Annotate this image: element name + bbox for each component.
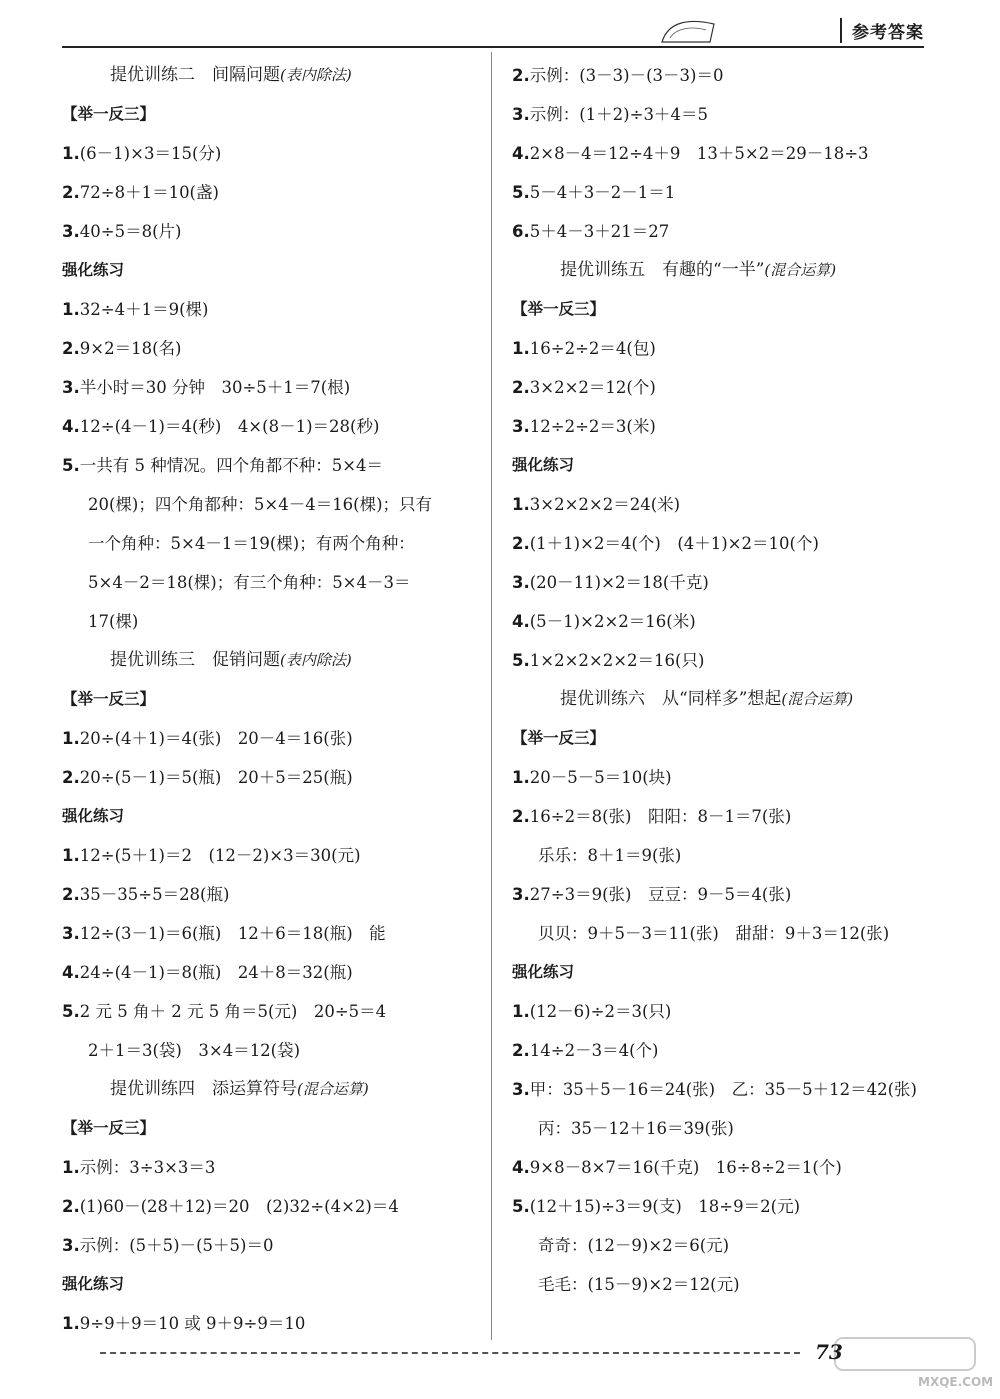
- item-number: 2.: [62, 768, 80, 787]
- answer-item: [62, 329, 482, 368]
- answer-item: [512, 1031, 932, 1070]
- section-title-text: 提优训练三 促销问题: [110, 650, 280, 670]
- item-text: (1)60－(28＋12)＝20 (2)32÷(4×2)＝4: [79, 1197, 399, 1216]
- item-number: 4.: [512, 144, 530, 163]
- item-text: 5－4＋3－2－1＝1: [529, 183, 676, 202]
- item-number: 3.: [512, 885, 530, 904]
- answer-item: [512, 134, 932, 173]
- item-number: 5.: [62, 1002, 80, 1021]
- answer-item: [512, 797, 932, 836]
- section-subtitle: (表内除法): [280, 651, 352, 669]
- header-rule: [62, 46, 924, 48]
- section-subtitle: (混合运算): [781, 690, 854, 708]
- subsection-heading: 强化练习: [512, 963, 575, 981]
- answer-item: [62, 1304, 482, 1343]
- item-number: 5.: [512, 651, 530, 670]
- answer-item: [62, 1148, 482, 1187]
- item-number: 1.: [512, 495, 530, 514]
- item-number: 1.: [62, 144, 80, 163]
- item-text: (12＋15)÷3＝9(支) 18÷9＝2(元): [529, 1197, 801, 1216]
- watermark-logo: [825, 1330, 985, 1375]
- item-number: 4.: [512, 612, 530, 631]
- answer-continuation: 奇奇：(12－9)×2＝6(元): [538, 1236, 730, 1255]
- item-number: 1.: [512, 1002, 530, 1021]
- item-number: 2.: [512, 534, 530, 553]
- section-title-text: 提优训练六 从“同样多”想起: [560, 689, 782, 709]
- subsection-heading: 【举一反三】: [62, 690, 156, 708]
- answer-item: [62, 290, 482, 329]
- subsection-heading: 【举一反三】: [512, 729, 606, 747]
- item-number: 5.: [512, 1197, 530, 1216]
- item-text: (5－1)×2×2＝16(米): [529, 612, 696, 631]
- right-column: [512, 56, 932, 1304]
- item-text: 2 元 5 角＋ 2 元 5 角＝5(元) 20÷5＝4: [79, 1002, 387, 1021]
- item-text: 16÷2÷2＝4(包): [529, 339, 656, 358]
- item-number: 4.: [62, 963, 80, 982]
- section-title: [62, 1070, 482, 1109]
- answer-item: [512, 407, 932, 446]
- section-subtitle: (表内除法): [280, 66, 352, 84]
- item-number: 1.: [512, 768, 530, 787]
- answer-item: [512, 563, 932, 602]
- subsection-heading: 强化练习: [62, 261, 125, 279]
- item-number: 1.: [512, 339, 530, 358]
- section-title: [512, 251, 932, 290]
- answer-item: [512, 329, 932, 368]
- answer-continuation: 17(棵): [88, 612, 139, 631]
- answer-item: [62, 953, 482, 992]
- item-number: 2.: [512, 1041, 530, 1060]
- section-subtitle: (混合运算): [764, 261, 837, 279]
- item-text: 27÷3＝9(张) 豆豆：9－5＝4(张): [529, 885, 792, 904]
- section-title-text: 提优训练四 添运算符号: [110, 1079, 297, 1099]
- item-text: 5＋4－3＋21＝27: [529, 222, 670, 241]
- answer-item: [512, 56, 932, 95]
- item-text: (12－6)÷2＝3(只): [529, 1002, 672, 1021]
- item-number: 6.: [512, 222, 530, 241]
- subsection-heading: 【举一反三】: [62, 105, 156, 123]
- answer-continuation: 丙：35－12＋16＝39(张): [538, 1119, 734, 1138]
- answer-item: [512, 368, 932, 407]
- answer-item: [62, 407, 482, 446]
- answer-continuation: 贝贝：9＋5－3＝11(张) 甜甜：9＋3＝12(张): [538, 924, 890, 943]
- item-text: 半小时＝30 分钟 30÷5＋1＝7(根): [79, 378, 351, 397]
- section-title: [512, 680, 932, 719]
- item-number: 1.: [62, 846, 80, 865]
- subsection-heading: 【举一反三】: [512, 300, 606, 318]
- answer-item: [62, 134, 482, 173]
- section-title-text: 提优训练二 间隔问题: [110, 65, 280, 85]
- answer-item: [62, 173, 482, 212]
- item-text: 24÷(4－1)＝8(瓶) 24＋8＝32(瓶): [79, 963, 353, 982]
- answer-item: [512, 173, 932, 212]
- item-text: 20÷(5－1)＝5(瓶) 20＋5＝25(瓶): [79, 768, 353, 787]
- section-title: [62, 56, 482, 95]
- item-text: 2×8－4＝12÷4＋9 13＋5×2＝29－18÷3: [529, 144, 869, 163]
- answer-continuation: 一个角种：5×4－1＝19(棵)；有两个角种：: [88, 534, 415, 553]
- item-text: 甲：35＋5－16＝24(张) 乙：35－5＋12＝42(张): [529, 1080, 917, 1099]
- answer-item: [512, 1070, 932, 1109]
- item-text: 12÷2÷2＝3(米): [529, 417, 656, 436]
- answer-item: [512, 602, 932, 641]
- answer-item: [512, 758, 932, 797]
- item-text: 20÷(4＋1)＝4(张) 20－4＝16(张): [79, 729, 353, 748]
- item-number: 3.: [62, 378, 80, 397]
- item-text: 9÷9＋9＝10 或 9＋9÷9＝10: [79, 1314, 306, 1333]
- item-text: 12÷(5＋1)＝2 (12－2)×3＝30(元): [79, 846, 361, 865]
- answer-item: [512, 641, 932, 680]
- item-number: 3.: [512, 417, 530, 436]
- answer-item: [512, 1187, 932, 1226]
- answer-item: [512, 992, 932, 1031]
- answer-continuation: 2＋1＝3(袋) 3×4＝12(袋): [88, 1041, 301, 1060]
- subsection-heading: 强化练习: [62, 1275, 125, 1293]
- left-column: [62, 56, 482, 1343]
- item-number: 2.: [62, 1197, 80, 1216]
- item-number: 2.: [62, 183, 80, 202]
- answer-item: [62, 914, 482, 953]
- item-text: 9×8－8×7＝16(千克) 16÷8÷2＝1(个): [529, 1158, 842, 1177]
- item-text: 示例：(3－3)－(3－3)＝0: [529, 66, 724, 85]
- section-subtitle: (混合运算): [297, 1080, 369, 1098]
- subsection-heading: 强化练习: [512, 456, 575, 474]
- item-number: 3.: [62, 222, 80, 241]
- item-text: 9×2＝18(名): [79, 339, 182, 358]
- page-number: 73: [815, 1340, 843, 1364]
- item-text: 示例：(1＋2)÷3＋4＝5: [529, 105, 708, 124]
- item-number: 3.: [62, 1236, 80, 1255]
- item-number: 1.: [62, 1158, 80, 1177]
- item-number: 5.: [62, 456, 80, 475]
- answer-item: [512, 485, 932, 524]
- item-number: 1.: [62, 300, 80, 319]
- item-number: 2.: [512, 378, 530, 397]
- answer-continuation: 乐乐：8＋1＝9(张): [538, 846, 682, 865]
- column-divider: [491, 52, 492, 1340]
- answer-item: [62, 992, 482, 1031]
- answer-item: [512, 875, 932, 914]
- item-text: 20－5－5＝10(块): [529, 768, 672, 787]
- item-text: 1×2×2×2×2＝16(只): [529, 651, 705, 670]
- item-number: 4.: [512, 1158, 530, 1177]
- item-text: 32÷4＋1＝9(棵): [79, 300, 209, 319]
- item-text: 16÷2＝8(张) 阳阳：8－1＝7(张): [529, 807, 792, 826]
- item-text: 示例：(5＋5)－(5＋5)＝0: [79, 1236, 274, 1255]
- item-number: 2.: [62, 339, 80, 358]
- answer-item: [62, 875, 482, 914]
- item-text: 35－35÷5＝28(瓶): [79, 885, 230, 904]
- item-number: 1.: [62, 729, 80, 748]
- item-number: 1.: [62, 1314, 80, 1333]
- item-text: 3×2×2＝12(个): [529, 378, 656, 397]
- footer-rule: [100, 1352, 800, 1354]
- answer-item: [512, 524, 932, 563]
- item-number: 2.: [62, 885, 80, 904]
- item-text: 72÷8＋1＝10(盏): [79, 183, 219, 202]
- item-number: 3.: [512, 573, 530, 592]
- subsection-heading: 强化练习: [62, 807, 125, 825]
- answer-item: [62, 446, 482, 485]
- item-text: (6－1)×3＝15(分): [79, 144, 222, 163]
- section-title: [62, 641, 482, 680]
- item-text: 12÷(4－1)＝4(秒) 4×(8－1)＝28(秒): [79, 417, 380, 436]
- answer-item: [62, 758, 482, 797]
- item-text: 14÷2－3＝4(个): [529, 1041, 659, 1060]
- item-number: 4.: [62, 417, 80, 436]
- item-text: 12÷(3－1)＝6(瓶) 12＋6＝18(瓶) 能: [79, 924, 386, 943]
- publisher-logo: [658, 16, 718, 46]
- item-number: 2.: [512, 807, 530, 826]
- answer-item: [62, 1187, 482, 1226]
- section-title-text: 提优训练五 有趣的“一半”: [560, 260, 765, 280]
- item-text: 40÷5＝8(片): [79, 222, 182, 241]
- watermark-text: MXQE.COM: [918, 1375, 994, 1389]
- answer-item: [62, 212, 482, 251]
- item-number: 3.: [62, 924, 80, 943]
- header-title: 参考答案: [840, 18, 924, 43]
- answer-item: [62, 1226, 482, 1265]
- answer-item: [62, 368, 482, 407]
- item-text: (1＋1)×2＝4(个) (4＋1)×2＝10(个): [529, 534, 819, 553]
- answer-item: [512, 1148, 932, 1187]
- item-number: 3.: [512, 105, 530, 124]
- answer-item: [512, 95, 932, 134]
- answer-item: [512, 212, 932, 251]
- item-number: 5.: [512, 183, 530, 202]
- item-text: 示例：3÷3×3＝3: [79, 1158, 216, 1177]
- answer-item: [62, 719, 482, 758]
- item-text: 一共有 5 种情况。四个角都不种：5×4＝: [79, 456, 384, 475]
- subsection-heading: 【举一反三】: [62, 1119, 156, 1137]
- answer-continuation: 5×4－2＝18(棵)；有三个角种：5×4－3＝: [88, 573, 411, 592]
- item-number: 2.: [512, 66, 530, 85]
- item-number: 3.: [512, 1080, 530, 1099]
- answer-item: [62, 836, 482, 875]
- answer-continuation: 20(棵)；四个角都种：5×4－4＝16(棵)；只有: [88, 495, 433, 514]
- answer-continuation: 毛毛：(15－9)×2＝12(元): [538, 1275, 740, 1294]
- item-text: (20－11)×2＝18(千克): [529, 573, 709, 592]
- item-text: 3×2×2×2＝24(米): [529, 495, 681, 514]
